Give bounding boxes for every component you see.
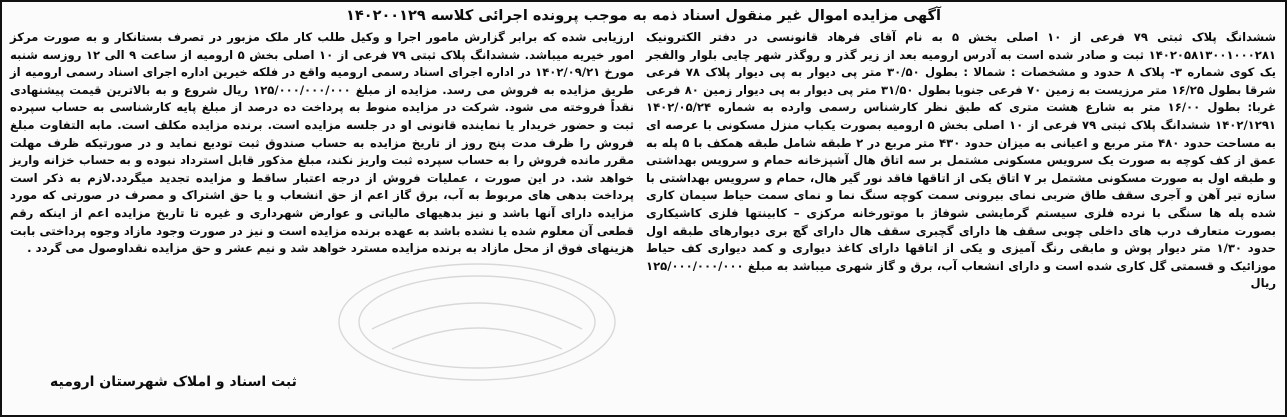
watermark-seal: [332, 257, 622, 387]
notice-left-column: [10, 29, 634, 258]
property-description: ششدانگ پلاک ثبتی ۷۹ فرعی از ۱۰ اصلی بخش ۵ به نام آقای فرهاد قانونسی در دفتر الکترونیک ۱۴۰۲۰۵۸۱۳۰۰۱۰۰۰۲۸۱ ثبت و صادر شده است به آدرس ارومیه بعد از زیر گذر و روگذر شهر چایی بلوار والفجر یک کوی شماره ۳- پلاک ۸ حدود و مشخصات : شمالا : بطول ۳۰/۵۰ متر پی دیوار به پی دیوار پلاک ۷۸ فرعی شرقا بطول ۱۶/۲۵ متر مرزیست به زمین ۷۰ فرعی جنوبا بطول ۳۱/۵۰ متر پی دیوار به پی دیوار زمین ۸۰ فرعی غربا: بطول ۱۶/۰۰ متر به شارع هشت متری که طبق نظر کارشناس رسمی وارده به شماره ۱۴۰۲/۰۵/۲۴ ۱۴۰۲/۱۲۹۱ ششدانگ پلاک ثبتی ۷۹ فرعی از ۱۰ اصلی بخش ۵ ارومیه بصورت یکباب منزل مسکونی با عرصه ای به مساحت حدود ۴۸۰ متر مربع و اعیانی به میزان حدود ۴۳۰ متر مربع در ۲ طبقه شامل طبقه همکف با ۵ پله به عمق از کف کوچه به صورت یک سرویس مسکونی مشتمل بر سه اتاق هال آشپزخانه حمام و سرویس بهداشتی و طبقه اول به صورت مسکونی مشتمل بر ۷ اتاق یکی از اتاقها فاقد نور گیر هال، حمام و سرویس بهداشتی با سازه تیر آهن و آجری سقف طاق ضربی نمای بیرونی سمت کوچه سنگ نما و نمای سمت حیاط سیمان کاری شده پله ها سنگی با نرده فلزی سیستم گرمایشی شوفاژ با موتورخانه مرکزی – کابینتها فلزی کاشیکاری بصورت متعارف درب های داخلی چوبی سقف ها دارای گچبری سقف هال دارای گچ بری دیوارهای طبقه اول حدود ۱/۳۰ متر دیوار پوش و مابقی رنگ آمیزی و یکی از اتاقها دارای کاغذ دیواری و کمد دیواری کف حیاط موزائیک و قسمتی گل کاری شده است و دارای انشعاب آب، برق و گاز شهری میباشد به مبلغ ۱۲۵/۰۰۰/۰۰۰/۰۰۰ ریال: [646, 30, 1277, 291]
auction-terms: ارزیابی شده که برابر گزارش مامور اجرا و وکیل طلب کار ملک مزبور در تصرف بستانکار و به صورت مرکز امور خیریه میباشد. ششدانگ پلاک ثبتی ۷۹ فرعی از ۱۰ اصلی بخش ۵ ارومیه از ساعت ۹ الی ۱۲ روزسه شنبه مورخ ۱۴۰۲/۰۹/۲۱ در اداره اجرای اسناد رسمی ارومیه واقع در فلکه خیرین اداره اجرای اسناد رسمی ارومیه از طریق مزایده به فروش می رسد. مزایده از مبلغ ۱۲۵/۰۰۰/۰۰۰/۰۰۰ ریال شروع و به بالاترین قیمت پیشنهادی نقداً فروخته می شود. شرکت در مزایده منوط به پرداخت ده درصد از مبلغ پایه کارشناسی به حساب سپرده ثبت و حضور خریدار یا نماینده قانونی او در جلسه مزایده است. برنده مزایده مکلف است. مابه التفاوت مبلغ فروش را ظرف مدت پنج روز از تاریخ مزایده به حساب صندوق ثبت تودیع نماید و در صورتیکه ظرف مهلت مقرر مانده فروش را به حساب سپرده ثبت واریز نکند، مبلغ مذکور قابل استرداد نبوده و به حساب خزانه واریز خواهد شد. در این صورت ، عملیات فروش از درجه اعتبار ساقط و مزایده تجدید میگردد.لازم به ذکر است پرداخت بدهی های مربوط به آب، برق گاز اعم از حق انشعاب و یا حق اشتراک و مصرف در صورتی که مورد مزایده دارای آنها باشد و نیز بدهیهای مالیاتی و عوارض شهرداری و غیره تا تاریخ مزایده اعم از اینکه رقم قطعی آن معلوم شده یا نشده باشد به عهده برنده مزایده است و نیز در صورت وجود مازاد وجوه پرداختی بابت هزینهای فوق از محل مازاد به برنده مزایده مسترد خواهد شد و نیم عشر و حق مزایده نقداوصول می گردد .: [10, 30, 635, 256]
issuer-signature: ثبت اسناد و املاک شهرستان ارومیه: [50, 374, 297, 390]
notice-right-column: [646, 29, 1276, 293]
notice-title: آگهی مزایده اموال غیر منقول اسناد ذمه به موجب پرونده اجرائی کلاسه ۱۴۰۲۰۰۱۲۹: [346, 8, 941, 24]
